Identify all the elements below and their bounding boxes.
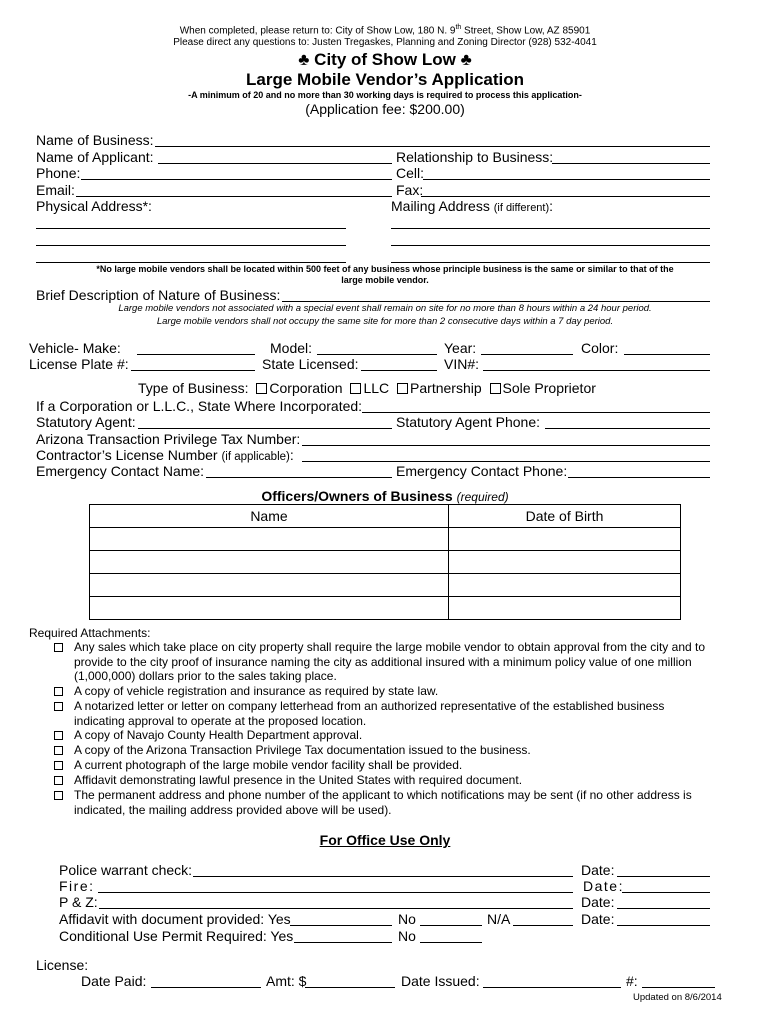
email-label: Email: [36,182,75,198]
officer-dob-cell[interactable] [449,528,681,551]
officer-name-cell[interactable] [90,528,449,551]
officer-name-cell[interactable] [90,551,449,574]
attachment-checkbox-7[interactable] [54,776,63,785]
physical-address-line-3[interactable] [36,262,346,263]
fax-label: Fax: [396,182,424,198]
state-incorporated-field[interactable] [362,412,710,413]
processing-note: -A minimum of 20 and no more than 30 working days is required to process this application- [188,90,582,100]
affidavit-yes-field[interactable] [290,925,392,926]
sole-proprietor-checkbox[interactable] [490,383,501,394]
business-name-label: Name of Business: [36,132,154,148]
police-date-label: Date: [581,862,615,878]
officers-header-row [90,505,681,528]
applicant-name-field[interactable] [158,163,392,164]
contractor-license-text: Contractor’s License Number [36,447,218,463]
sole-proprietor-option: Sole Proprietor [502,380,596,396]
questions-line: Please direct any questions to: Justen Tregaskes, Planning and Zoning Director (928) 532-4041 [173,37,597,48]
description-field[interactable] [282,301,710,302]
club-icon: ♣ [460,50,472,69]
physical-address-line-1[interactable] [36,228,346,229]
attachment-item-3: A notarized letter or letter on company letterhead from an authorized representative of the established business indicating approval to operate at the proposed location. [74,699,665,728]
mailing-address-line-2[interactable] [391,245,710,246]
fire-field[interactable] [98,892,573,893]
description-label: Brief Description of Nature of Business: [36,287,281,303]
contractor-colon: : [289,447,294,463]
vin-label: VIN#: [444,356,480,372]
attachment-checkbox-6[interactable] [54,761,63,770]
vehicle-make-field[interactable] [137,354,255,355]
attachment-item-5: A copy of the Arizona Transaction Privilege Tax documentation issued to the business. [74,743,531,757]
office-use-title: For Office Use Only [319,832,451,848]
mailing-address-note: (if different) [493,202,550,214]
llc-option: LLC [363,380,390,396]
police-date-field[interactable] [617,876,710,877]
relationship-field[interactable] [552,163,710,164]
vehicle-year-label: Year: [444,340,477,356]
vehicle-model-label: Model: [270,340,313,356]
corporation-option: Corporation [269,380,343,396]
city-title-text: City of Show Low [314,50,456,69]
business-type-label: Type of Business: [138,380,249,396]
attachment-checkbox-2[interactable] [54,687,63,696]
table-row [90,574,681,597]
officer-name-cell[interactable] [90,574,449,597]
affidavit-no-label: No [398,911,416,927]
mailing-colon: : [549,198,554,214]
fax-field[interactable] [421,196,710,197]
police-check-label: Police warrant check: [59,862,193,878]
fire-date-field[interactable] [622,892,710,893]
statutory-agent-phone-field[interactable] [545,428,710,429]
contractor-license-label [36,447,294,463]
license-number-field[interactable] [642,987,715,988]
license-plate-label: License Plate #: [29,356,129,372]
attachment-item-1: Any sales which take place on city property shall require the large mobile vendor to obtain approval from the city and to provide to the city proof of insurance naming the city as additional insured with a minimum policy value of one million (1,000,000) dollars prior to the sales taking place. [74,640,706,683]
mailing-address-line-3[interactable] [391,262,710,263]
table-row [90,551,681,574]
tpt-number-label: Arizona Transaction Privilege Tax Number: [36,431,301,447]
physical-address-label: Physical Address*: [36,198,152,214]
affidavit-na-label: N/A [487,911,511,927]
return-line-suffix: Street, Show Low, AZ 85901 [461,25,591,37]
vin-field[interactable] [483,370,710,371]
relationship-label: Relationship to Business: [396,149,554,165]
officer-dob-cell[interactable] [449,597,681,620]
date-paid-label: Date Paid: [81,973,147,989]
license-label: License: [36,957,89,973]
phone-label: Phone: [36,165,81,181]
officer-dob-cell[interactable] [449,574,681,597]
return-line-sup: th [455,24,462,31]
application-fee: (Application fee: $200.00) [305,101,465,117]
attachment-item-4: A copy of Navajo County Health Department approval. [74,728,363,742]
officers-title-text: Officers/Owners of Business [261,488,453,504]
phone-field[interactable] [81,179,392,180]
attachment-checkbox-8[interactable] [54,791,63,800]
tpt-number-field[interactable] [302,445,710,446]
state-licensed-field[interactable] [361,370,437,371]
affidavit-label: Affidavit with document provided: Yes [59,911,291,927]
date-issued-field[interactable] [483,987,621,988]
partnership-checkbox[interactable] [397,383,408,394]
business-name-field[interactable] [155,146,710,147]
officers-name-header: Name [90,505,449,528]
officers-table [89,504,681,620]
statutory-agent-label: Statutory Agent: [36,414,136,430]
attachment-item-8: The permanent address and phone number of the applicant to which notifications may be sent (if no other address is indicated, the mailing address provided above will be used). [74,788,692,817]
fire-date-label: Date: [583,878,624,894]
pz-date-field[interactable] [617,908,710,909]
cup-label: Conditional Use Permit Required: Yes [59,928,294,944]
attachment-item-2: A copy of vehicle registration and insurance as required by state law. [74,684,439,698]
cell-label: Cell: [396,165,425,181]
amount-field[interactable] [305,987,395,988]
attachment-checkbox-5[interactable] [54,746,63,755]
officers-dob-header: Date of Birth [449,505,681,528]
cup-no-field[interactable] [420,942,482,943]
physical-address-line-2[interactable] [36,245,346,246]
license-number-label: #: [626,973,638,989]
mailing-address-label [391,198,553,214]
vehicle-color-field[interactable] [624,354,710,355]
pz-date-label: Date: [581,894,615,910]
attachment-item-7: Affidavit demonstrating lawful presence in the United States with required document. [74,773,523,787]
attachments-heading: Required Attachments: [29,626,151,640]
emergency-name-field[interactable] [206,477,392,478]
police-check-field[interactable] [193,876,573,877]
location-note-line-2: large mobile vendor. [341,275,429,285]
vehicle-year-field[interactable] [481,354,573,355]
vehicle-model-field[interactable] [317,354,437,355]
date-paid-field[interactable] [151,987,261,988]
officers-title [0,488,770,504]
llc-checkbox[interactable] [350,383,361,394]
mailing-address-text: Mailing Address [391,198,490,214]
cell-field[interactable] [423,179,710,180]
contractor-license-field[interactable] [302,461,710,462]
attachment-checkbox-4[interactable] [54,731,63,740]
date-issued-label: Date Issued: [401,973,480,989]
return-line-text: When completed, please return to: City of Show Low, 180 N. 9 [179,25,456,37]
cup-yes-field[interactable] [294,942,392,943]
affidavit-date-label: Date: [581,911,615,927]
mailing-address-line-1[interactable] [391,228,710,229]
affidavit-no-field[interactable] [420,925,482,926]
fire-label: Fire: [59,878,95,894]
special-event-note: Large mobile vendors not associated with a special event shall remain on site for no more than 8 hours within a 24 hour period. [118,303,652,314]
emergency-phone-label: Emergency Contact Phone: [396,463,568,479]
corporation-checkbox[interactable] [256,383,267,394]
affidavit-na-field[interactable] [513,925,573,926]
license-plate-field[interactable] [131,370,255,371]
affidavit-date-field[interactable] [617,925,710,926]
emergency-name-label: Emergency Contact Name: [36,463,205,479]
state-incorporated-label: If a Corporation or L.L.C., State Where Incorporated: [36,398,363,414]
business-type-row [138,380,596,396]
club-icon: ♣ [298,50,310,69]
city-title [0,50,770,70]
location-note-line-1: *No large mobile vendors shall be located within 500 feet of any business whose principle business is the same or similar to that of the [96,264,674,274]
applicant-name-label: Name of Applicant: [36,149,154,165]
occupy-note: Large mobile vendors shall not occupy the same site for more than 2 consecutive days within a 7 day period. [156,316,614,327]
attachment-item-6: A current photograph of the large mobile vendor facility shall be provided. [74,758,463,772]
pz-label: P & Z: [59,894,98,910]
officers-required: (required) [456,490,509,504]
state-licensed-label: State Licensed: [262,356,359,372]
email-field[interactable] [76,196,392,197]
partnership-option: Partnership [410,380,482,396]
vehicle-color-label: Color: [581,340,619,356]
statutory-agent-phone-label: Statutory Agent Phone: [396,414,540,430]
amount-label: Amt: $ [266,973,307,989]
cup-no-label: No [398,928,416,944]
attachment-checkbox-3[interactable] [54,702,63,711]
vehicle-make-label: Vehicle- Make: [29,340,121,356]
attachment-checkbox-1[interactable] [54,643,63,652]
application-title: Large Mobile Vendor’s Application [245,70,525,89]
updated-footer: Updated on 8/6/2014 [633,992,722,1003]
officer-name-cell[interactable] [90,597,449,620]
table-row [90,597,681,620]
statutory-agent-field[interactable] [138,428,392,429]
contractor-note: (if applicable) [221,451,290,463]
emergency-phone-field[interactable] [568,477,710,478]
pz-field[interactable] [99,908,573,909]
officer-dob-cell[interactable] [449,551,681,574]
return-address-line [0,24,770,36]
table-row [90,528,681,551]
